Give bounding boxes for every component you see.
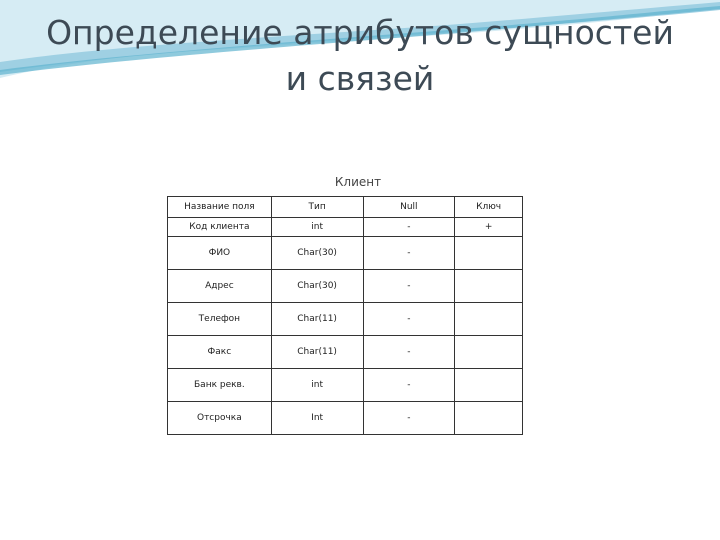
cell-field-name: Телефон [168, 303, 272, 336]
cell-type: Char(30) [271, 270, 363, 303]
cell-key [455, 336, 523, 369]
cell-null: - [363, 402, 455, 435]
cell-key [455, 237, 523, 270]
cell-null: - [363, 218, 455, 237]
cell-field-name: ФИО [168, 237, 272, 270]
column-header-null: Null [363, 197, 455, 218]
table-caption: Клиент [334, 175, 382, 189]
cell-type: Char(11) [271, 336, 363, 369]
cell-field-name: Код клиента [168, 218, 272, 237]
cell-field-name: Банк рекв. [168, 369, 272, 402]
cell-null: - [363, 237, 455, 270]
cell-key [455, 270, 523, 303]
cell-key [455, 402, 523, 435]
cell-field-name: Адрес [168, 270, 272, 303]
column-header-field-name: Название поля [168, 197, 272, 218]
cell-null: - [363, 336, 455, 369]
cell-field-name: Факс [168, 336, 272, 369]
cell-type: int [271, 369, 363, 402]
cell-null: - [363, 369, 455, 402]
cell-key [455, 369, 523, 402]
cell-type: Char(30) [271, 237, 363, 270]
cell-field-name: Отсрочка [168, 402, 272, 435]
column-header-type: Тип [271, 197, 363, 218]
slide-title-line2: и связей [285, 59, 435, 98]
table-row [168, 218, 523, 237]
table-row [168, 369, 523, 402]
table-row [168, 237, 523, 270]
cell-null: - [363, 270, 455, 303]
cell-type: Char(11) [271, 303, 363, 336]
cell-null: - [363, 303, 455, 336]
table-header-row [168, 197, 523, 218]
cell-type: int [271, 218, 363, 237]
cell-key [455, 303, 523, 336]
column-header-key: Ключ [455, 197, 523, 218]
table-row [168, 270, 523, 303]
cell-key: + [455, 218, 523, 237]
attributes-table [167, 196, 523, 435]
slide-title [0, 10, 720, 102]
cell-type: Int [271, 402, 363, 435]
table-row [168, 402, 523, 435]
table-row [168, 336, 523, 369]
table-row [168, 303, 523, 336]
slide-title-line1: Определение атрибутов сущностей [46, 13, 674, 52]
